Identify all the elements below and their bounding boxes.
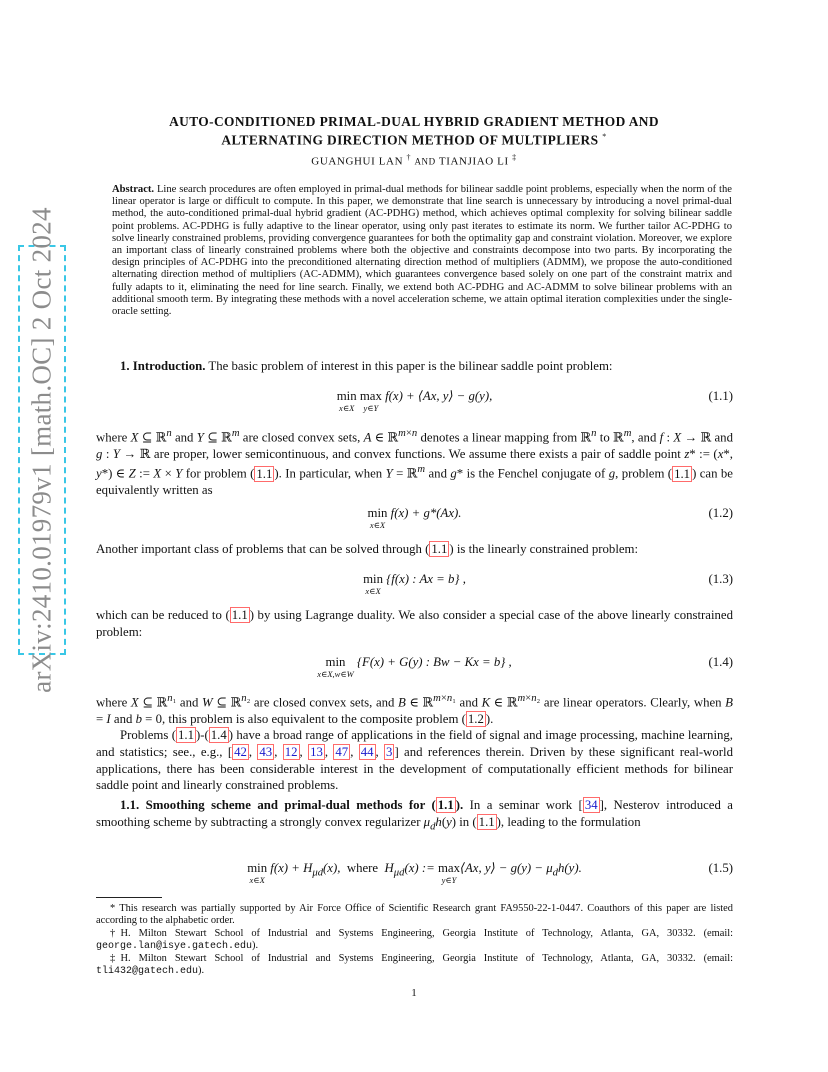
eq-ref[interactable]: 1.1 [431, 542, 448, 556]
author-2-mark: ‡ [512, 153, 517, 162]
eq-ref[interactable]: 1.4 [210, 728, 227, 743]
citation[interactable]: 42 [234, 745, 247, 760]
citation[interactable]: 44 [360, 745, 374, 760]
paragraph-lagrange: which can be reduced to ( 1.1 ) by using Lagrange duality. We also consider a special case of the above linearly constrained problem: [96, 608, 733, 639]
eq-ref[interactable]: 1.1 [256, 466, 273, 481]
equation-1-3: min x∈X {f(x) : Ax = b} , (1.3) [363, 572, 733, 596]
title-footnote-mark: * [602, 132, 607, 141]
eq-ref[interactable]: 1.1 [177, 728, 194, 743]
paragraph-composite: where X ⊆ ℝ$^{n_1}$ and W ⊆ ℝ$^{n_2}$ are closed convex sets, and B ∈ ℝ$^{m\times n_1}$ and K ∈ ℝ$^{m\times n_2}$ are linear operators. Clearly, when B = I and b = 0, this problem is also equivalent to the composite problem ( 1.2 ). Problems ( 1.1 )-( 1.4 ) have a broad range of applications in the field of signal and image processing, machine learning, and statistics; see., e.g., [ 42 , 43 , 12 , 13 , 47 , 44 , 3 ] and references therein. Driven by these significant real-world applications, there has been considerable interest in the development of computationally efficient methods for bilinear saddle point and linearly constrained problems. [96, 693, 733, 793]
equation-1-2: min x∈X f(x) + g*(Ax). (1.2) [367, 506, 733, 530]
footnote-rule [96, 897, 162, 898]
equation-number: (1.2) [708, 506, 733, 520]
eq-ref[interactable]: 1.1 [231, 608, 248, 622]
section-1-title: 1. Introduction. [120, 359, 206, 373]
abstract-label: Abstract. [112, 184, 155, 195]
footnote-author-1: †H. Milton Stewart School of Industrial and Systems Engineering, Georgia Institute of Technology, Atlanta, GA, 30332. (email: george.lan@isye.gatech.edu). [96, 927, 733, 952]
footnotes [96, 903, 733, 979]
equation-number: (1.1) [708, 389, 733, 403]
eq-ref[interactable]: 1.1 [674, 466, 691, 481]
equation-1-1: min x∈X max y∈Y f(x) + ⟨Ax, y⟩ − g(y), (1.1) [336, 389, 733, 413]
email-link[interactable]: george.lan@isye.gatech.edu [96, 940, 253, 952]
email-link[interactable]: tli432@gatech.edu [96, 966, 199, 978]
section-1-intro [96, 358, 733, 375]
equation-number: (1.4) [708, 655, 733, 669]
citation[interactable]: 3 [386, 745, 393, 760]
author-list [95, 153, 733, 168]
subsection-title: 1.1. Smoothing scheme and primal-dual methods for ( 1.1 ). [120, 798, 464, 812]
intro-sentence: The basic problem of interest in this paper is the bilinear saddle point problem: [208, 359, 613, 373]
title-line-2: ALTERNATING DIRECTION METHOD OF MULTIPLIERS * [221, 132, 607, 148]
footnote-funding: * This research was partially supported by Air Force Office of Scientific Research grant FA9550-22-1-0447. Coauthors of this paper are listed according to the alphabetic order. [96, 903, 733, 927]
citation[interactable]: 47 [335, 745, 349, 760]
equation-1-4: min x∈X,w∈W {F(x) + G(y) : Bw − Kx = b} , (1.4) [317, 655, 733, 679]
eq-ref[interactable]: 1.1 [437, 798, 454, 812]
paragraph-definitions: where X ⊆ ℝ$^n$ and Y ⊆ ℝ$^m$ are closed convex sets, A ∈ ℝ$^{m\times n}$ denotes a linear mapping from ℝ$^n$ to ℝ$^m$, and f : X → ℝ and g : Y → ℝ are proper, lower semicontinuous, and convex functions. We assume there exists a pair of saddle point z* := (x*, y*) ∈ Z := X × Y for problem ( 1.1 ). In particular, when Y = ℝ$^m$ and g* is the Fenchel conjugate of g, problem ( 1.1 ) can be equivalently written as [96, 428, 733, 498]
paragraph-linear-constrained: Another important class of problems that can be solved through ( 1.1 ) is the linearly constrained problem: [96, 542, 639, 556]
subsection-1-1: 1.1. Smoothing scheme and primal-dual methods for ( 1.1 ). In a seminar work [ 34 ], Nesterov introduced a smoothing scheme by subtracting a strongly convex regularizer $\mu_dh(y)$ in ( 1.1 ), leading to the formulation [96, 798, 733, 833]
eq-ref[interactable]: 1.2 [467, 711, 484, 726]
paper-title [95, 114, 733, 147]
author-and: AND [414, 156, 436, 167]
equation-number: (1.3) [708, 572, 733, 586]
author-1-mark: † [406, 153, 412, 162]
author-2: TIANJIAO LI [438, 155, 509, 168]
equation-number: (1.5) [708, 861, 733, 875]
author-1: GUANGHUI LAN [311, 155, 404, 168]
arxiv-identifier: arXiv:2410.01979v1 [math.OC] 2 Oct 2024 [26, 207, 57, 693]
citation[interactable]: 13 [310, 745, 323, 760]
abstract-text: Line search procedures are often employed in primal-dual methods for bilinear saddle point problems, especially when the norm of the linear operator is large or difficult to compute. In this paper, we demonstrate that line search is unnecessary by introducing a novel primal-dual method, the auto-conditioned primal-dual hybrid gradient (AC-PDHG) method, which achieves optimal complexity for solving bilinear saddle point problems. AC-PDHG is fully adaptive to the linear operator, using only past iterates to estimate its norm. We further tailor AC-PDHG to solve linearly constrained problems, providing convergence guarantees for both the optimality gap and constraint violation. Moreover, we explore an important class of linearly constrained problems where both the objective and constraints decompose into two parts. By incorporating the design principles of AC-PDHG into the preconditioned alternating direction method of multipliers (ADMM), we propose the auto-conditioned alternating direction method of multipliers (AC-ADMM), which guarantees convergence based solely on one part of the constraint matrix and fully adapts to it, eliminating the need for line search. Finally, we extend both AC-PDHG and AC-ADMM to solve bilinear problems with an additional smooth term. By integrating these methods with a novel acceleration scheme, we attain optimal iteration complexities under the single-oracle setting. [112, 184, 732, 318]
footnote-author-2: ‡H. Milton Stewart School of Industrial and Systems Engineering, Georgia Institute of Technology, Atlanta, GA, 30332. (email: tli432@gatech.edu). [96, 953, 733, 978]
equation-1-5: min x∈X $f(x) + H_{\mu d}(x)$, where $H_{\mu d}(x)$ := max y∈Y ⟨Ax, y⟩ − $g(y) - \mu_dh(y)$. (1.5) [247, 861, 733, 885]
title-line-1: AUTO-CONDITIONED PRIMAL-DUAL HYBRID GRADIENT METHOD AND [169, 114, 659, 129]
citation[interactable]: 34 [584, 798, 598, 812]
page-number: 1 [411, 987, 417, 999]
eq-ref[interactable]: 1.1 [478, 814, 495, 829]
citation[interactable]: 43 [259, 745, 273, 760]
abstract [112, 184, 732, 318]
citation[interactable]: 12 [284, 745, 298, 760]
